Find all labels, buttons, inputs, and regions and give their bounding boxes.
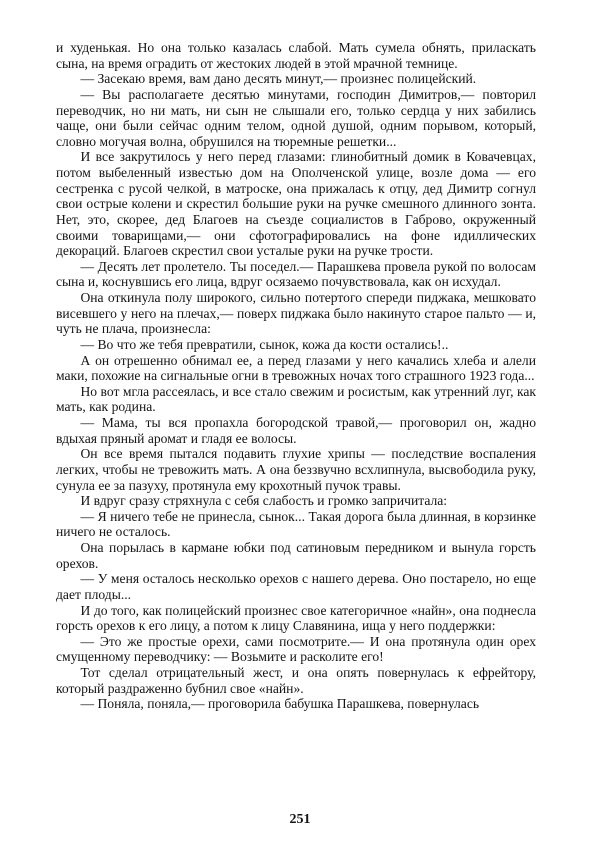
paragraph: И вдруг сразу стряхнула с себя слабость и громко запричитала: [80, 493, 448, 509]
paragraph: И все закрутилось у него перед глазами: глинобитный домик в Ковачевцах, потом выбеленный известью дом на Ополченской улице, возле дома — его сестренка с русой челкой, в матроске, она прижалась к отцу, дед Димитр согнул свои острые колени и скрестил большие руки на ручке смешного длинного зонта. Нет, это, скорее, дед Благоев на съезде социалистов в Габрово, окруженный своими товарищами,— они сфотографировались на фоне идиллических декораций. Благоев скрестил свои усталые руки на ручке трости. [56, 149, 536, 259]
paragraph: — Десять лет пролетело. Ты поседел.— Парашкева провела рукой по волосам сына и, коснувшись его лица, вдруг осязаемо почувствовала, как он исхудал. [56, 258, 536, 290]
paragraph: — Вы располагаете десятью минутами, господин Димитров,— повторил переводчик, но ни мать, ни сын не слышали его, только сердца у них забились чаще, они были сейчас одним телом, одной душой, одним порывом, который, словно могучая волна, обрушился на тюремные решетки... [56, 86, 536, 149]
paragraph: Тот сделал отрицательный жест, и она опять повернулась к ефрейтору, который раздраженно бубнил свое «найн». [56, 665, 536, 696]
paragraph: А он отрешенно обнимал ее, а перед глазами у него качались хлеба и алели маки, похожие на сигнальные огни в тревожных ночах того страшного 1923 года... [56, 352, 536, 384]
paragraph: И до того, как полицейский произнес свое категоричное «найн», она поднесла горсть орехов к его лицу, а потом к лицу Славянина, ища у него поддержки: [56, 602, 536, 634]
paragraph: — Мама, ты вся пропахла богородской травой,— проговорил он, жадно вдыхая пряный аромат и гладя ее волосы. [56, 415, 536, 446]
paragraph: Она порылась в кармане юбки под сатиновым передником и вынула горсть орехов. [56, 540, 536, 571]
paragraph: — Я ничего тебе не принесла, сынок... Такая дорога была длинная, в корзинке ничего не осталось. [56, 508, 536, 540]
page-number: 251 [289, 812, 311, 827]
paragraph: — Засекаю время, вам дано десять минут,— произнес полицейский. [80, 71, 477, 87]
paragraph: и худенькая. Но она только казалась слабой. Мать сумела обнять, приласкать сына, на время оградить от жестоких людей в этой мрачной темнице. [56, 40, 536, 71]
paragraph: — Во что же тебя превратили, сынок, кожа да кости остались!.. [80, 336, 449, 352]
paragraph: Он все время пытался подавить глухие хрипы — последствие воспаления легких, чтобы не тревожить мать. А она беззвучно всхлипнула, высвободила руку, сунула ее за пазуху, протянула ему крохотный пучок травы. [56, 446, 536, 493]
paragraph: — Это же простые орехи, сами посмотрите.— И она протянула один орех смущенному переводчику: — Возьмите и расколите его! [56, 633, 536, 665]
paragraph: Она откинула полу широкого, сильно потертого спереди пиджака, мешковато висевшего у него на плечах,— поверх пиджака было накинуто старое пальто — и, чуть не плача, произнесла: [56, 290, 536, 337]
paragraph: — Поняла, поняла,— проговорила бабушка Парашкева, повернулась [80, 696, 480, 712]
paragraph: — У меня осталось несколько орехов с нашего дерева. Оно постарело, но еще дает плоды... [56, 571, 536, 602]
paragraph: Но вот мгла рассеялась, и все стало свежим и росистым, как утренний луг, как мать, как родина. [56, 383, 536, 415]
body-text [56, 40, 536, 712]
